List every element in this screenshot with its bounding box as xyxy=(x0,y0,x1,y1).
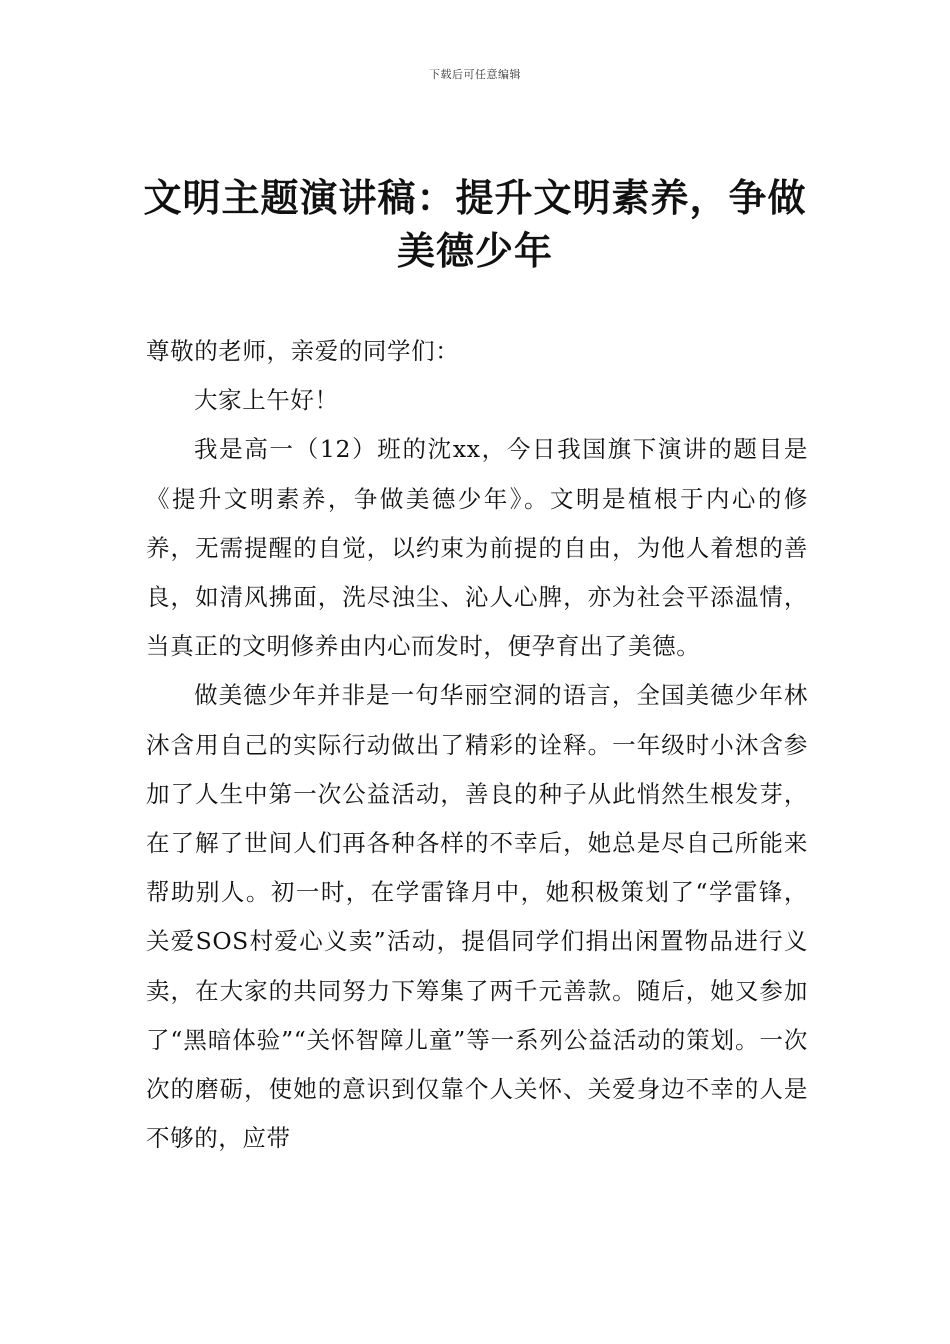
paragraph-2: 做美德少年并非是一句华丽空洞的语言，全国美德少年林沐含用自己的实际行动做出了精彩的诠释。一年级时小沐含参加了人生中第一次公益活动，善良的种子从此悄然生根发芽，在了解了世间人们再各种各样的不幸后，她总是尽自己所能来帮助别人。初一时，在学雷锋月中，她积极策划了“学雷锋，关爱SOS村爱心义卖”活动，提倡同学们捐出闲置物品进行义卖，在大家的共同努力下筹集了两千元善款。随后，她又参加了“黑暗体验”“关怀智障儿童”等一系列公益活动的策划。一次次的磨砺，使她的意识到仅靠个人关怀、关爱身边不幸的人是不够的，应带 xyxy=(146,681,808,1153)
salutation: 尊敬的老师，亲爱的同学们： xyxy=(146,337,460,365)
paragraph-1: 我是高一（12）班的沈xx，今日我国旗下演讲的题目是《提升文明素养，争做美德少年》。文明是植根于内心的修养，无需提醒的自觉，以约束为前提的自由，为他人着想的善良，如清风拂面，洗尽浊尘、沁人心脾，亦为社会平添温情，当真正的文明修养由内心而发时，便孕育出了美德。 xyxy=(146,435,808,661)
header-note: 下载后可任意编辑 xyxy=(429,68,521,81)
greeting: 大家上午好！ xyxy=(194,386,339,415)
document-title: 文明主题演讲稿：提升文明素养，争做美德少年 xyxy=(143,176,807,273)
speech-body xyxy=(146,327,808,1163)
